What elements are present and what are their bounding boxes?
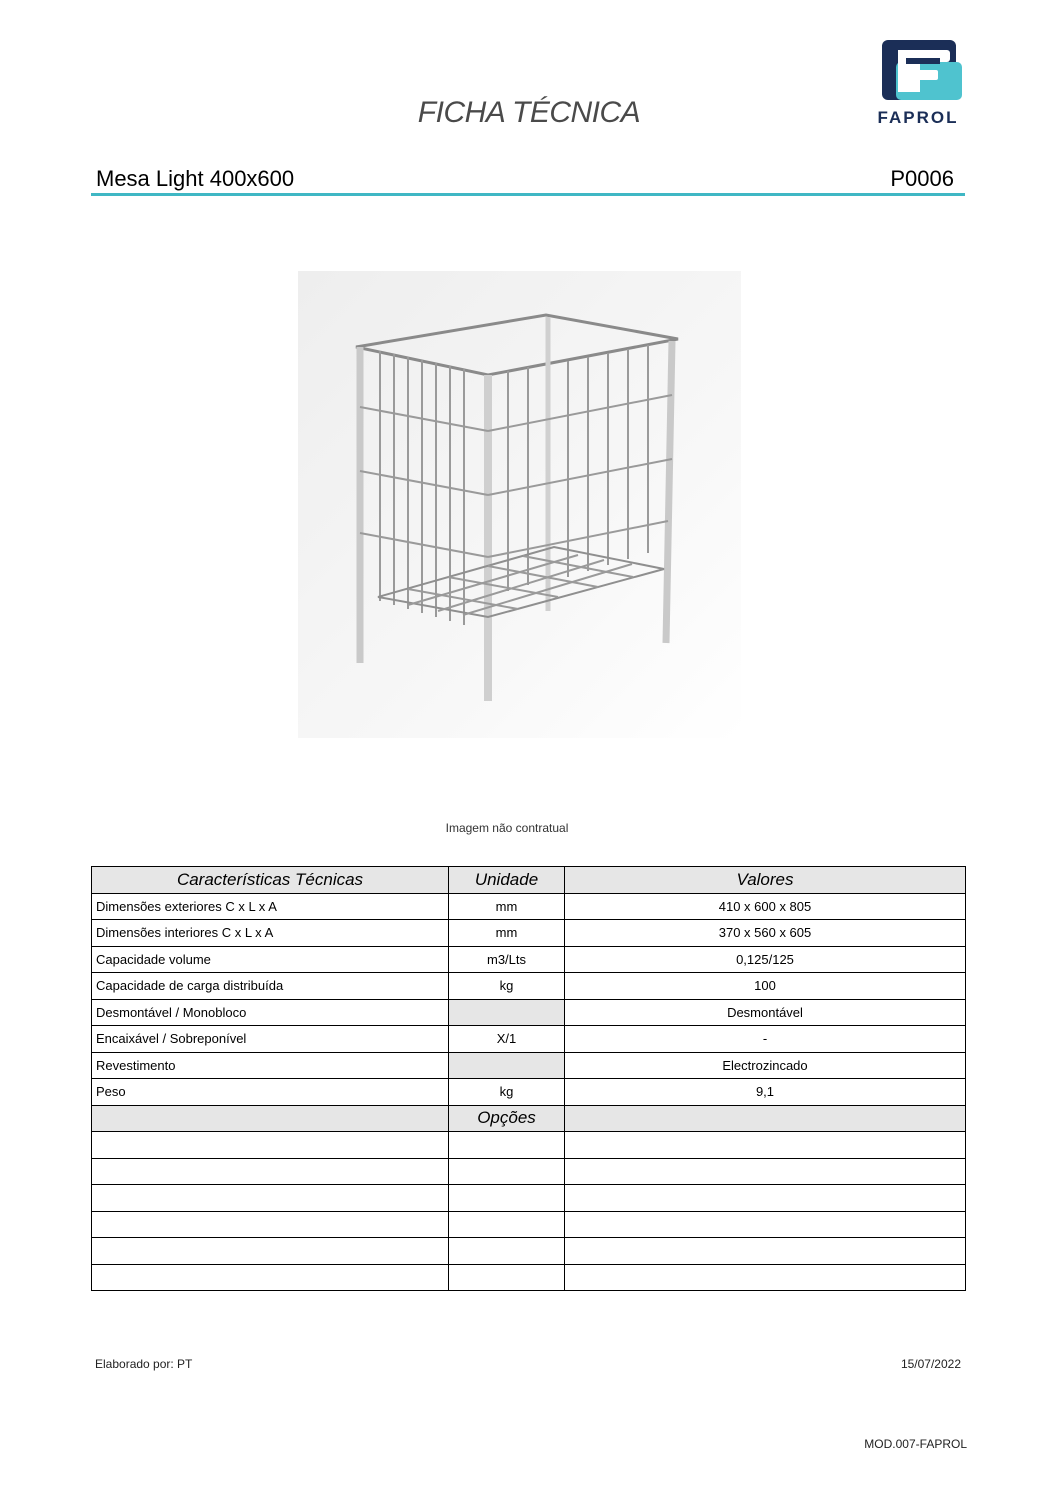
row-unit: mm <box>449 893 565 920</box>
prepared-by: Elaborado por: PT <box>95 1357 193 1371</box>
row-unit <box>449 999 565 1026</box>
row-label: Capacidade de carga distribuída <box>92 973 449 1000</box>
image-disclaimer: Imagem não contratual <box>445 821 569 835</box>
row-value: Desmontável <box>565 999 966 1026</box>
table-row <box>92 946 966 973</box>
row-unit: mm <box>449 920 565 947</box>
table-row <box>92 1052 966 1079</box>
empty-option-row <box>92 1264 966 1291</box>
empty-option-row <box>92 1238 966 1265</box>
row-value: 0,125/125 <box>565 946 966 973</box>
product-photo <box>298 271 741 738</box>
table-header-row <box>92 867 966 894</box>
table-row <box>92 893 966 920</box>
row-label: Dimensões exteriores C x L x A <box>92 893 449 920</box>
table-row <box>92 999 966 1026</box>
header-divider <box>91 193 965 196</box>
product-name: Mesa Light 400x600 <box>96 166 295 191</box>
options-blank-cell <box>565 1105 966 1132</box>
empty-option-row <box>92 1211 966 1238</box>
header-unit: Unidade <box>449 867 565 894</box>
row-label: Peso <box>92 1079 449 1106</box>
options-header-row <box>92 1105 966 1132</box>
table-row <box>92 1079 966 1106</box>
header-values: Valores <box>565 867 966 894</box>
row-unit: X/1 <box>449 1026 565 1053</box>
row-unit: kg <box>449 1079 565 1106</box>
table-row <box>92 920 966 947</box>
row-label: Dimensões interiores C x L x A <box>92 920 449 947</box>
row-unit: m3/Lts <box>449 946 565 973</box>
empty-option-row <box>92 1158 966 1185</box>
row-unit <box>449 1052 565 1079</box>
technical-specs-table <box>91 866 966 1291</box>
document-date: 15/07/2022 <box>900 1357 961 1371</box>
header-characteristics: Características Técnicas <box>92 867 449 894</box>
row-label: Revestimento <box>92 1052 449 1079</box>
row-label: Capacidade volume <box>92 946 449 973</box>
table-row <box>92 1026 966 1053</box>
product-code: P0006 <box>890 166 954 191</box>
row-label: Encaixável / Sobreponível <box>92 1026 449 1053</box>
row-value: - <box>565 1026 966 1053</box>
document-title: FICHA TÉCNICA <box>417 96 641 129</box>
row-value: Electrozincado <box>565 1052 966 1079</box>
row-value: 100 <box>565 973 966 1000</box>
row-unit: kg <box>449 973 565 1000</box>
options-label: Opções <box>449 1105 565 1132</box>
faprol-logo-icon <box>868 40 968 108</box>
options-blank-cell <box>92 1105 449 1132</box>
row-label: Desmontável / Monobloco <box>92 999 449 1026</box>
empty-option-row <box>92 1132 966 1159</box>
form-code: MOD.007-FAPROL <box>864 1437 967 1451</box>
faprol-logo <box>868 40 968 130</box>
row-value: 370 x 560 x 605 <box>565 920 966 947</box>
wire-table-illustration <box>298 271 741 738</box>
row-value: 410 x 600 x 805 <box>565 893 966 920</box>
empty-option-row <box>92 1185 966 1212</box>
table-row <box>92 973 966 1000</box>
logo-wordmark: FAPROL <box>877 108 959 127</box>
row-value: 9,1 <box>565 1079 966 1106</box>
